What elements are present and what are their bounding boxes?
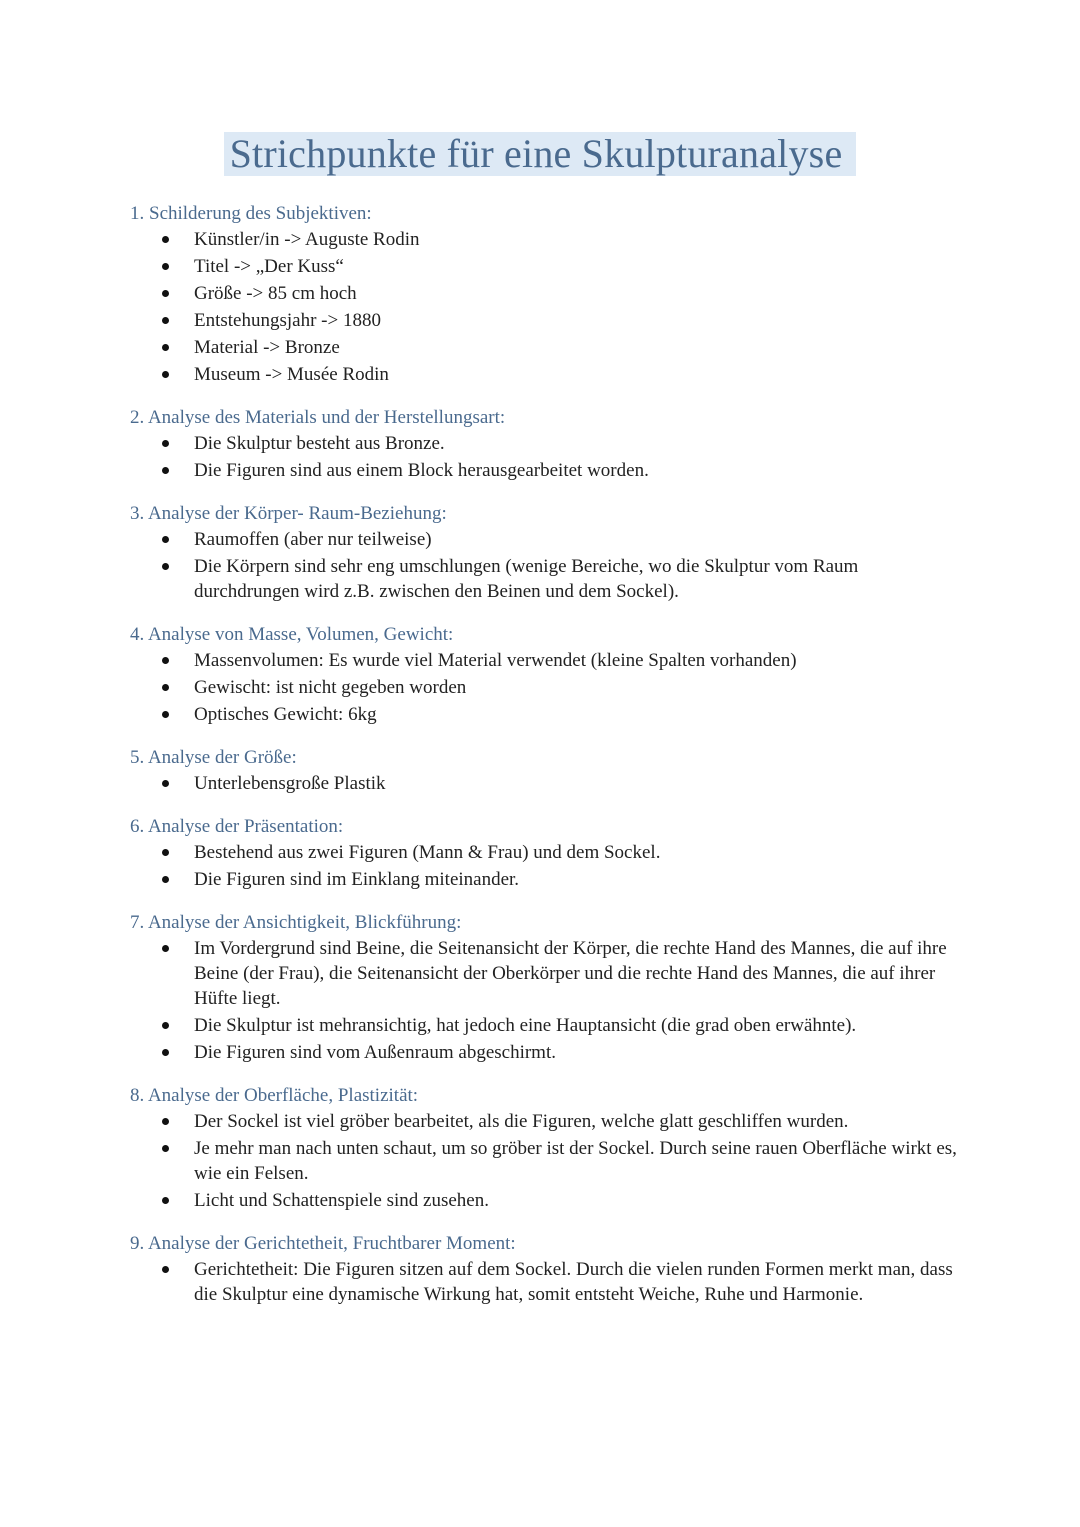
- section-5: [130, 744, 960, 796]
- bullet-icon: [162, 371, 169, 378]
- section-heading: 4. Analyse von Masse, Volumen, Gewicht:: [130, 624, 454, 645]
- section-9: [130, 1230, 960, 1307]
- bullet-icon: [162, 1049, 169, 1056]
- bullet-icon: [162, 536, 169, 543]
- list-item: [194, 1040, 960, 1065]
- list-item-text: Die Skulptur besteht aus Bronze.: [194, 433, 445, 454]
- list-item-text: Die Figuren sind im Einklang miteinander.: [194, 869, 520, 890]
- bullet-icon: [162, 290, 169, 297]
- list-item: [194, 431, 960, 456]
- bullet-list: [130, 648, 960, 727]
- list-item: [194, 840, 960, 865]
- section-6: [130, 813, 960, 892]
- bullet-icon: [162, 1118, 169, 1125]
- bullet-icon: [162, 684, 169, 691]
- bullet-icon: [162, 780, 169, 787]
- section-heading: 9. Analyse der Gerichtetheit, Fruchtbarer Moment:: [130, 1233, 516, 1254]
- list-item: [194, 227, 960, 252]
- list-item: [194, 362, 960, 387]
- bullet-icon: [162, 849, 169, 856]
- section-heading: 8. Analyse der Oberfläche, Plastizität:: [130, 1085, 419, 1106]
- section-heading: 3. Analyse der Körper- Raum-Beziehung:: [130, 503, 447, 524]
- bullet-icon: [162, 1022, 169, 1029]
- list-item-text: Gerichtetheit: Die Figuren sitzen auf dem Sockel. Durch die vielen runden Formen merkt man, dass die Skulptur eine dynamische Wirkung hat, somit entsteht Weiche, Ruhe und Harmonie.: [194, 1259, 953, 1305]
- section-heading: 1. Schilderung des Subjektiven:: [130, 203, 372, 224]
- list-item-text: Unterlebensgroße Plastik: [194, 773, 386, 794]
- bullet-list: [130, 1257, 960, 1307]
- list-item: [194, 1257, 960, 1307]
- list-item-text: Im Vordergrund sind Beine, die Seitenansicht der Körper, die rechte Hand des Mannes, die auf ihre Beine (der Frau), die Seitenansicht der Oberkörper und die rechte Hand des Mannes, die auf ihrer Hüfte liegt.: [194, 938, 947, 1009]
- list-item-text: Größe -> 85 cm hoch: [194, 283, 357, 304]
- bullet-icon: [162, 467, 169, 474]
- bullet-list: [130, 936, 960, 1065]
- list-item: [194, 458, 960, 483]
- bullet-list: [130, 840, 960, 892]
- list-item-text: Je mehr man nach unten schaut, um so gröber ist der Sockel. Durch seine rauen Oberfläche wirkt es, wie ein Felsen.: [194, 1138, 957, 1184]
- list-item-text: Raumoffen (aber nur teilweise): [194, 529, 432, 550]
- section-7: [130, 909, 960, 1065]
- bullet-icon: [162, 1145, 169, 1152]
- bullet-list: [130, 527, 960, 604]
- bullet-icon: [162, 876, 169, 883]
- list-item: [194, 936, 960, 1011]
- page-title: Strichpunkte für eine Skulpturanalyse: [224, 132, 857, 176]
- list-item-text: Massenvolumen: Es wurde viel Material verwendet (kleine Spalten vorhanden): [194, 650, 797, 671]
- list-item-text: Die Figuren sind aus einem Block herausgearbeitet worden.: [194, 460, 649, 481]
- sections-list: [130, 200, 960, 1324]
- list-item: [194, 1188, 960, 1213]
- section-heading: 5. Analyse der Größe:: [130, 747, 297, 768]
- list-item-text: Bestehend aus zwei Figuren (Mann & Frau) und dem Sockel.: [194, 842, 661, 863]
- list-item: [194, 675, 960, 700]
- bullet-icon: [162, 711, 169, 718]
- list-item: [194, 527, 960, 552]
- list-item-text: Die Figuren sind vom Außenraum abgeschirmt.: [194, 1042, 556, 1063]
- list-item-text: Die Skulptur ist mehransichtig, hat jedoch eine Hauptansicht (die grad oben erwähnte).: [194, 1015, 857, 1036]
- list-item-text: Licht und Schattenspiele sind zusehen.: [194, 1190, 489, 1211]
- list-item: [194, 771, 960, 796]
- list-item: [194, 554, 960, 604]
- section-1: [130, 200, 960, 387]
- list-item: [194, 648, 960, 673]
- list-item-text: Optisches Gewicht: 6kg: [194, 704, 377, 725]
- section-8: [130, 1082, 960, 1213]
- section-heading: 2. Analyse des Materials und der Herstellungsart:: [130, 407, 506, 428]
- list-item: [194, 1109, 960, 1134]
- section-2: [130, 404, 960, 483]
- list-item: [194, 335, 960, 360]
- bullet-icon: [162, 657, 169, 664]
- list-item: [194, 702, 960, 727]
- list-item: [194, 1136, 960, 1186]
- list-item-text: Museum -> Musée Rodin: [194, 364, 389, 385]
- bullet-list: [130, 227, 960, 387]
- section-heading: 7. Analyse der Ansichtigkeit, Blickführung:: [130, 912, 462, 933]
- list-item-text: Entstehungsjahr -> 1880: [194, 310, 381, 331]
- list-item: [194, 1013, 960, 1038]
- bullet-list: [130, 1109, 960, 1213]
- title-wrap: [0, 132, 1080, 176]
- bullet-icon: [162, 563, 169, 570]
- list-item-text: Material -> Bronze: [194, 337, 340, 358]
- list-item-text: Künstler/in -> Auguste Rodin: [194, 229, 420, 250]
- bullet-icon: [162, 263, 169, 270]
- section-3: [130, 500, 960, 604]
- bullet-icon: [162, 344, 169, 351]
- bullet-icon: [162, 945, 169, 952]
- section-4: [130, 621, 960, 727]
- bullet-icon: [162, 440, 169, 447]
- section-heading: 6. Analyse der Präsentation:: [130, 816, 344, 837]
- bullet-icon: [162, 1266, 169, 1273]
- bullet-icon: [162, 317, 169, 324]
- list-item: [194, 867, 960, 892]
- bullet-list: [130, 771, 960, 796]
- list-item-text: Der Sockel ist viel gröber bearbeitet, als die Figuren, welche glatt geschliffen wurden.: [194, 1111, 849, 1132]
- bullet-icon: [162, 1197, 169, 1204]
- list-item-text: Gewischt: ist nicht gegeben worden: [194, 677, 467, 698]
- list-item: [194, 308, 960, 333]
- bullet-icon: [162, 236, 169, 243]
- list-item-text: Die Körpern sind sehr eng umschlungen (wenige Bereiche, wo die Skulptur vom Raum durchdrungen wird z.B. zwischen den Beinen und dem Sockel).: [194, 556, 859, 602]
- bullet-list: [130, 431, 960, 483]
- list-item: [194, 281, 960, 306]
- list-item-text: Titel -> „Der Kuss“: [194, 256, 344, 277]
- list-item: [194, 254, 960, 279]
